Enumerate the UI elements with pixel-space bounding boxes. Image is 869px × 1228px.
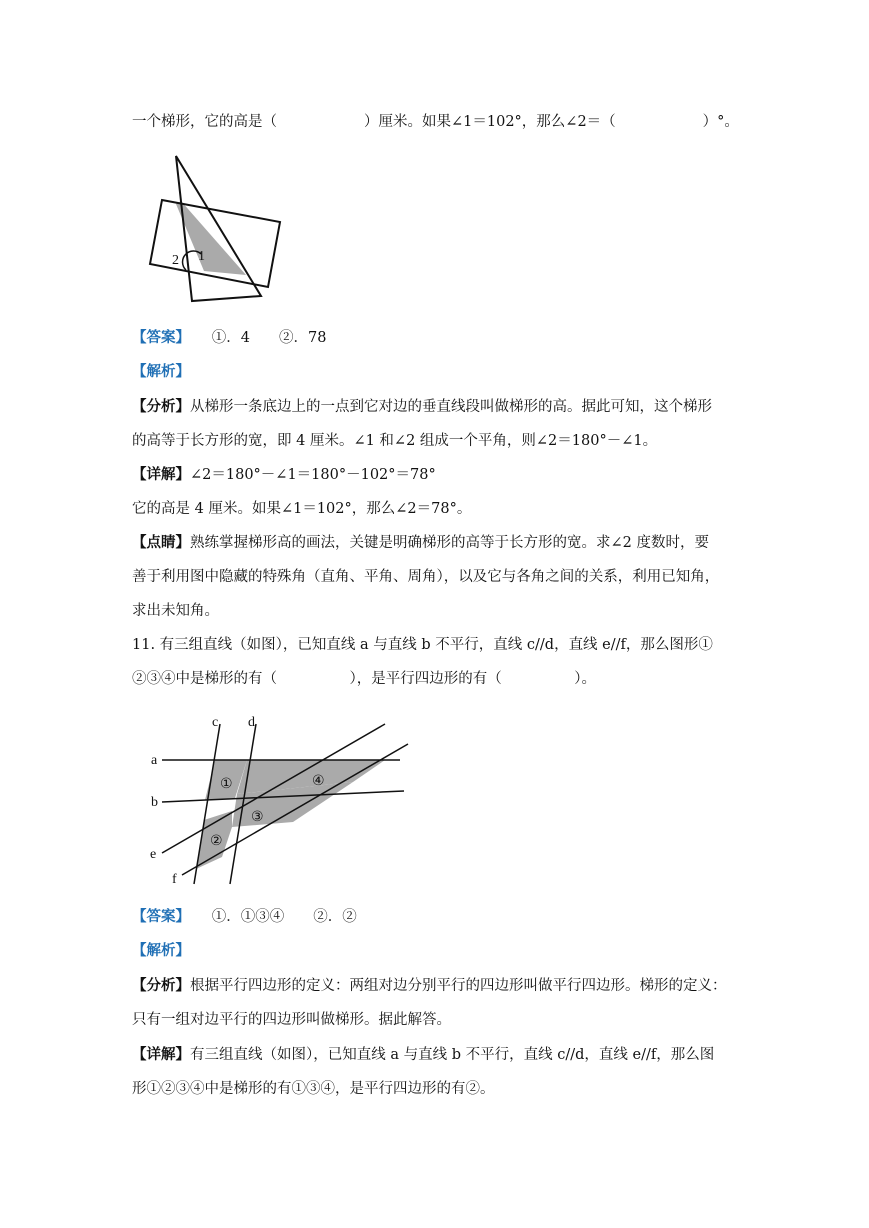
q10-answer-tag: 【答案】 xyxy=(132,329,183,346)
q11-xiangjie-line2: 形①②③④中是梯形的有①③④，是平行四边形的有②。 xyxy=(132,1081,495,1097)
q10-dianjing-line2: 善于利用图中隐藏的特殊角（直角、平角、周角），以及它与各角之间的关系，利用已知角， xyxy=(132,569,720,585)
shape-2-label: ② xyxy=(210,833,223,849)
q11-xiangjie-line1 xyxy=(132,1045,714,1065)
q11-fenxi-line1 xyxy=(132,976,727,996)
shape-4-label: ④ xyxy=(312,773,325,789)
q10-fenxi-line1 xyxy=(132,397,712,417)
q10-xiangjie-tag: 【详解】 xyxy=(132,466,190,483)
q11-stem-line2: ②③④中是梯形的有（ ），是平行四边形的有（ ）。 xyxy=(132,671,596,687)
label-e: e xyxy=(150,847,157,862)
q11-stem-line1: 11. 有三组直线（如图），已知直线 a 与直线 b 不平行，直线 c//d，直线 e//f，那么图形① xyxy=(132,637,713,653)
q10-analysis-tag: 【解析】 xyxy=(132,363,190,380)
label-b: b xyxy=(151,795,158,810)
q11-answer-text: ①．①③④ ②．② xyxy=(211,909,357,925)
q11-fenxi-text1: 根据平行四边形的定义：两组对边分别平行的四边形叫做平行四边形。梯形的定义： xyxy=(190,978,727,994)
q10-angle2-label: 2 xyxy=(172,253,179,268)
shape-3-label: ③ xyxy=(251,809,264,825)
q10-answer xyxy=(132,328,326,348)
q10-answer-text: ①．4 ②．78 xyxy=(211,330,327,346)
q10-dianjing-tag: 【点睛】 xyxy=(132,534,190,551)
q11-analysis-tag: 【解析】 xyxy=(132,942,190,959)
q10-fenxi-line2: 的高等于长方形的宽，即 4 厘米。∠1 和∠2 组成一个平角，则∠2＝180°－∠1。 xyxy=(132,433,658,449)
q10-xiangjie-line1 xyxy=(132,465,436,485)
q10-figure xyxy=(140,150,290,310)
shape-1-label: ① xyxy=(220,776,233,792)
q10-xiangjie-line2: 它的高是 4 厘米。如果∠1＝102°，那么∠2＝78°。 xyxy=(132,501,472,517)
q11-answer xyxy=(132,907,357,927)
label-a: a xyxy=(151,753,158,768)
q11-fenxi-tag: 【分析】 xyxy=(132,977,190,994)
q11-fenxi-line2: 只有一组对边平行的四边形叫做梯形。据此解答。 xyxy=(132,1012,451,1028)
label-d: d xyxy=(248,715,255,730)
q10-fenxi-text1: 从梯形一条底边上的一点到它对边的垂直线段叫做梯形的高。据此可知，这个梯形 xyxy=(190,399,712,415)
q11-figure xyxy=(140,710,420,895)
q10-xiangjie-text1: ∠2＝180°－∠1＝180°－102°＝78° xyxy=(190,467,436,483)
q11-answer-tag: 【答案】 xyxy=(132,908,183,925)
q10-stem: 一个梯形，它的高是（ ）厘米。如果∠1＝102°，那么∠2＝（ ）°。 xyxy=(132,114,739,130)
q11-xiangjie-tag: 【详解】 xyxy=(132,1046,190,1063)
q10-angle1-label: 1 xyxy=(198,249,205,264)
q10-fenxi-tag: 【分析】 xyxy=(132,398,190,415)
label-f: f xyxy=(172,872,177,887)
label-c: c xyxy=(212,715,219,730)
q10-dianjing-text1: 熟练掌握梯形高的画法，关键是明确梯形的高等于长方形的宽。求∠2 度数时，要 xyxy=(190,535,709,551)
q10-dianjing-line1 xyxy=(132,533,709,553)
line-e xyxy=(162,724,385,853)
q11-xiangjie-text1: 有三组直线（如图），已知直线 a 与直线 b 不平行，直线 c//d，直线 e//f，那么图 xyxy=(190,1047,715,1063)
q10-dianjing-line3: 求出未知角。 xyxy=(132,603,219,619)
